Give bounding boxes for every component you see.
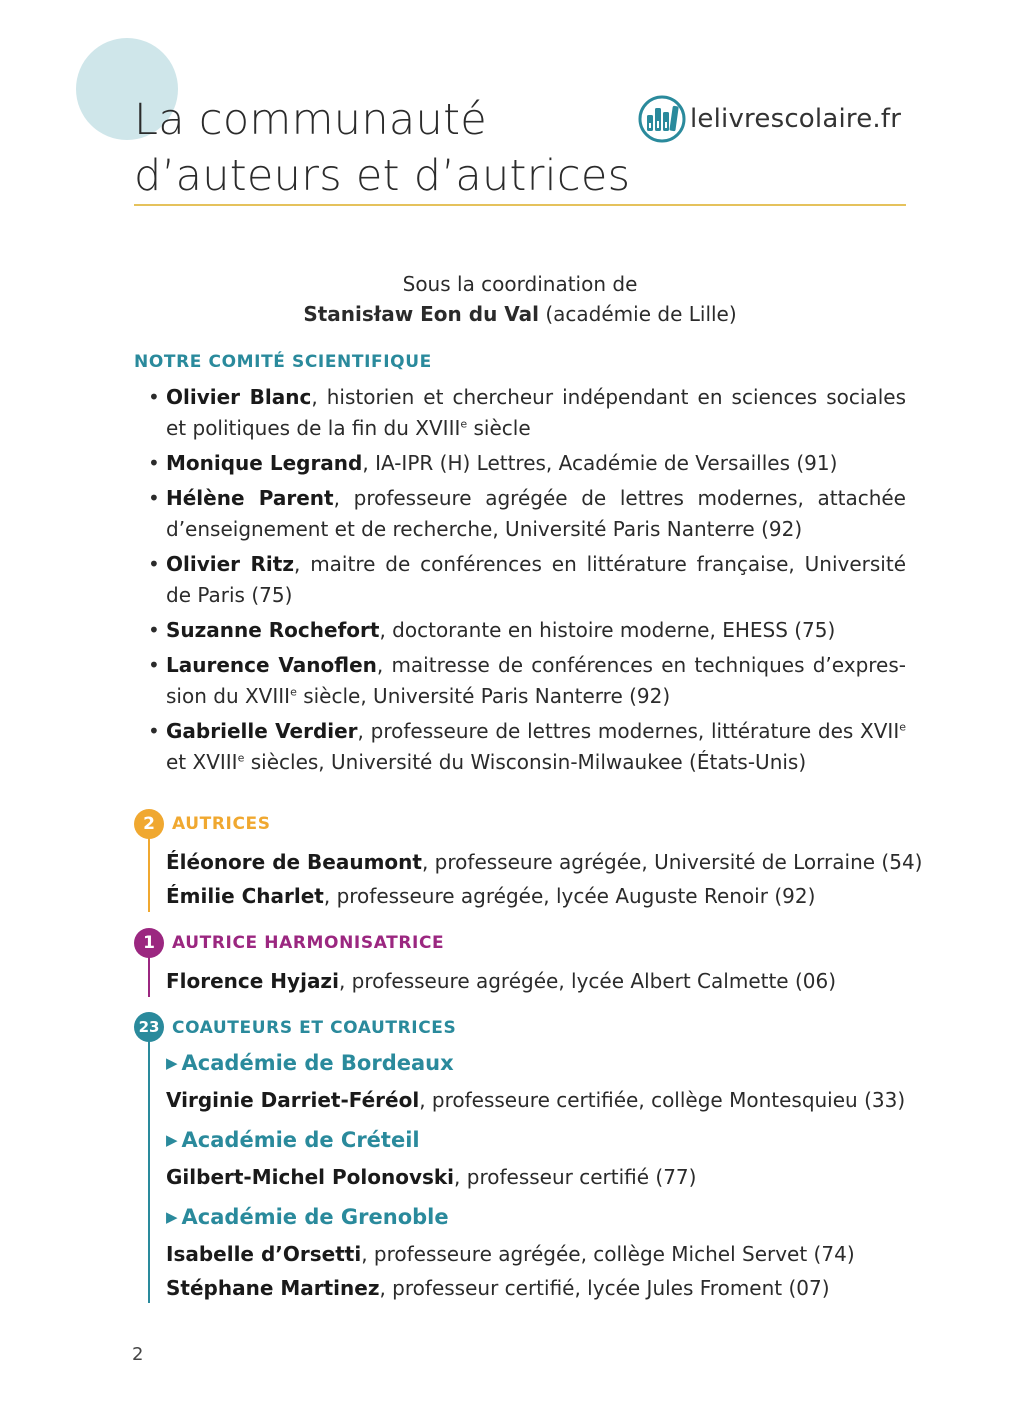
coauthor-entry: Virginie Darriet-Féréol, professeure certifiée, collège Montesquieu (33) bbox=[166, 1088, 906, 1112]
triangle-right-icon: ▶ bbox=[166, 1208, 178, 1226]
list-item: • Laurence Vanoflen, maitresse de conférences en techniques d’expres-sion du XVIIIe siècle, Université Paris Nanterre (92) bbox=[148, 650, 906, 712]
list-item: • Gabrielle Verdier, professeure de lettres modernes, littérature des XVIIe et XVIIIe siècles, Université du Wisconsin-Milwaukee (États-Unis) bbox=[148, 716, 906, 778]
committee-list bbox=[148, 382, 906, 782]
member-name: Laurence Vanoflen bbox=[166, 653, 377, 677]
title-divider bbox=[134, 204, 906, 206]
academy-heading-creteil: ▶ Académie de Créteil bbox=[166, 1128, 420, 1152]
page-number: 2 bbox=[132, 1344, 144, 1365]
list-item: • Monique Legrand, IA-IPR (H) Lettres, Académie de Versailles (91) bbox=[148, 448, 906, 479]
academy-heading-grenoble: ▶ Académie de Grenoble bbox=[166, 1205, 449, 1229]
harmonizer-line bbox=[148, 957, 150, 997]
coordination-line bbox=[134, 302, 906, 326]
list-item: • Olivier Ritz, maitre de conférences en littérature française, Université de Paris (75) bbox=[148, 549, 906, 611]
author-entry: Éléonore de Beaumont, professeure agrégée, Université de Lorraine (54) bbox=[166, 850, 923, 874]
authors-line bbox=[148, 838, 150, 912]
coordinator-name: Stanisław Eon du Val bbox=[303, 302, 540, 326]
coordination-intro: Sous la coordination de bbox=[402, 272, 638, 296]
page-title-line-2: d’auteurs et d’autrices bbox=[134, 151, 631, 201]
member-name: Monique Legrand bbox=[166, 451, 363, 475]
books-icon bbox=[638, 95, 686, 143]
coauthors-line bbox=[148, 1041, 150, 1303]
member-name: Suzanne Rochefort bbox=[166, 618, 380, 642]
list-item: • Suzanne Rochefort, doctorante en histoire moderne, EHESS (75) bbox=[148, 615, 906, 646]
triangle-right-icon: ▶ bbox=[166, 1054, 178, 1072]
member-name: Olivier Blanc bbox=[166, 385, 312, 409]
coauthor-entry: Isabelle d’Orsetti, professeure agrégée, collège Michel Servet (74) bbox=[166, 1242, 855, 1266]
academy-heading-bordeaux: ▶ Académie de Bordeaux bbox=[166, 1051, 454, 1075]
coauthor-entry: Gilbert-Michel Polonovski, professeur certifié (77) bbox=[166, 1165, 697, 1189]
committee-heading: NOTRE COMITÉ SCIENTIFIQUE bbox=[134, 352, 432, 372]
harmonizer-heading: AUTRICE HARMONISATRICE bbox=[172, 933, 445, 953]
author-entry: Émilie Charlet, professeure agrégée, lycée Auguste Renoir (92) bbox=[166, 884, 816, 908]
coauthors-count-badge: 23 bbox=[134, 1012, 164, 1042]
page-title bbox=[134, 92, 630, 204]
authors-heading: AUTRICES bbox=[172, 814, 271, 834]
member-name: Olivier Ritz bbox=[166, 552, 294, 576]
page-title-line-1: La communauté bbox=[134, 95, 488, 145]
publisher-logo bbox=[638, 95, 901, 143]
harmonizer-count-badge: 1 bbox=[134, 928, 164, 958]
triangle-right-icon: ▶ bbox=[166, 1131, 178, 1149]
authors-count-badge: 2 bbox=[134, 809, 164, 839]
logo-text: lelivrescolaire.fr bbox=[690, 104, 902, 134]
coauthor-entry: Stéphane Martinez, professeur certifié, lycée Jules Froment (07) bbox=[166, 1276, 830, 1300]
member-name: Hélène Parent bbox=[166, 486, 334, 510]
harmonizer-entry: Florence Hyjazi, professeure agrégée, lycée Albert Calmette (06) bbox=[166, 969, 837, 993]
coauthors-heading: COAUTEURS ET COAUTRICES bbox=[172, 1018, 457, 1038]
coordinator-detail: (académie de Lille) bbox=[539, 302, 737, 326]
member-name: Gabrielle Verdier bbox=[166, 719, 358, 743]
list-item: • Hélène Parent, professeure agrégée de lettres modernes, attachée d’enseignement et de recherche, Université Paris Nanterre (92) bbox=[148, 483, 906, 545]
list-item: • Olivier Blanc, historien et chercheur indépendant en sciences sociales et politiques de la fin du XVIIIe siècle bbox=[148, 382, 906, 444]
